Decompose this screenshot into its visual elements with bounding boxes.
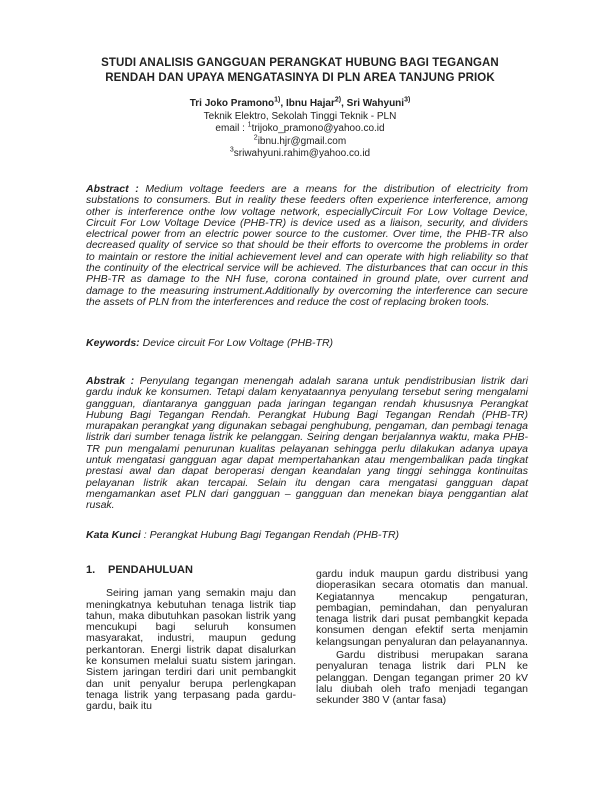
- title-line-1: STUDI ANALISIS GANGGUAN PERANGKAT HUBUNG BAGI TEGANGAN: [101, 57, 499, 69]
- intro-paragraph-3: Gardu distribusi merupakan sarana penyaluran tenaga listrik dari PLN ke pelanggan. Dengan tegangan primer 20 kV lalu diubah oleh trafo menjadi tegangan sekunder 380 V (antar fasa): [316, 649, 528, 707]
- affiliation: Teknik Elektro, Sekolah Tinggi Teknik - PLN: [203, 110, 397, 122]
- abstrak-text: Penyulang tegangan menengah adalah sarana untuk pendistribusian listrik dari gardu induk ke konsumen. Tetapi dalam kenyataannya penyulang tersebut sering mengalami gangguan, diantaranya gangguan pada jaringan tegangan rendah khususnya Perangkat Hubung Bagi Tegangan Rendah. Perangkat Hubung Bagi Tegangan Rendah (PHB-TR) murapakan perangkat yang digunakan sebagai penghubung, pengaman, dan pembagi tenaga listrik dari sumber tenaga listrik ke pelanggan. Seiring dengan berjalannya waktu, maka PHB-TR pun mengalami penurunan kualitas pelayanan sehingga perlu dilakukan adanya upaya untuk mengatasi gangguan agar dapat mempertahankan atau mengembalikan pada tingkat prestasi awal dan dapat beroperasi dengan keandalan yang tinggi sehingga kontinuitas pelayanan listrik akan tercapai. Selain itu dengan cara mengatasi gangguan dapat mengamankan aset PLN dari gangguan – gangguan dan menekan biaya penggantian alat rusak.: [86, 375, 528, 512]
- kata-kunci-text: : Perangkat Hubung Bagi Tegangan Rendah (PHB-TR): [143, 529, 400, 541]
- left-column: [86, 565, 296, 713]
- intro-paragraph-1: Seiring jaman yang semakin maju dan meningkatnya kebutuhan tenaga listrik tiap tahun, maka dibutuhkan pasokan listrik yang mencukupi bagi seluruh konsumen masyarakat, industri, maupun gedung perkantoran. Energi listrik dapat disalurkan ke konsumen melalui suatu sistem jaringan. Sistem jaringan terdiri dari unit pembangkit dan unit penyalur berupa perlengkapan tenaga listrik yang terpasang pada gardu-gardu, baik itu: [86, 587, 296, 713]
- keywords: [86, 338, 528, 349]
- abstrak-label: Abstrak :: [86, 375, 135, 387]
- email-2: ibnu.hjr@gmail.com: [257, 135, 347, 147]
- abstract-english: [86, 184, 528, 308]
- email-1: trijoko_pramono@yahoo.co.id: [251, 123, 385, 134]
- abstract-indonesian: [86, 376, 528, 512]
- paper-title: [60, 56, 540, 86]
- email-line-1: email : $^1$trijoko_pramono@yahoo.co.id: [215, 121, 385, 134]
- abstract-text: Medium voltage feeders are a means for the distribution of electricity from substations to consumers. But in reality these feeders often experience interference, among other is interference onthe low voltage network, especiallyCircuit For Low Voltage Device, Circuit For Low Voltage Device (PHB-TR) is device used as a liaison, security, and dividers electrical power from an electric power source to the customer. Over time, the PHB-TR also decreased quality of service so that should be their efforts to overcome the problems in order to maintain or restore the initial achievement level and can operate with high reliability so that the continuity of the electrical service will be achieved. The disturbances that can occur in this PHB-TR as damage to the NH fuse, corona contained in ground plate, over current and damage to the measuring instrument.Additionally by overcoming the interference can secure the assets of PLN from the interferences and reduce the cost of replacing broken tools.: [86, 183, 529, 308]
- author-3: Sri Wahyuni: [346, 98, 405, 109]
- email-line-2: $^2$ibnu.hjr@gmail.com: [253, 134, 347, 147]
- intro-paragraph-2: gardu induk maupun gardu distribusi yang dioperasikan secara otomatis dan manual. Kegiatannya mencakup pengaturan, pembagian, pemindahan, dan penyaluran tenaga listrik dari pusat pembangkit kepada konsumen dengan efektif serta menjamin kelangsungan penyaluran dan pelayanannya.: [316, 568, 528, 648]
- author-block: [60, 98, 540, 161]
- author-names: Tri Joko Pramono$^{1)}$, Ibnu Hajar$^{2)}$, Sri Wahyuni$^{3)}$: [189, 96, 411, 109]
- section-number: 1.: [86, 564, 96, 576]
- kata-kunci: [86, 530, 528, 541]
- section-heading: [86, 565, 296, 576]
- author-1: Tri Joko Pramono: [189, 98, 275, 109]
- section-title: PENDAHULUAN: [108, 564, 193, 576]
- email-3: sriwahyuni.rahim@yahoo.co.id: [233, 148, 371, 159]
- abstract-label: Abstract :: [86, 183, 139, 195]
- author-2: Ibnu Hajar: [285, 98, 335, 109]
- keywords-label: Keywords:: [86, 337, 140, 349]
- keywords-text: Device circuit For Low Voltage (PHB-TR): [142, 337, 334, 349]
- email-line-3: $^3$sriwahyuni.rahim@yahoo.co.id: [229, 146, 371, 159]
- kata-kunci-label: Kata Kunci: [86, 529, 141, 541]
- title-line-2: RENDAH DAN UPAYA MENGATASINYA DI PLN AREA TANJUNG PRIOK: [105, 72, 495, 84]
- right-column: [316, 569, 528, 707]
